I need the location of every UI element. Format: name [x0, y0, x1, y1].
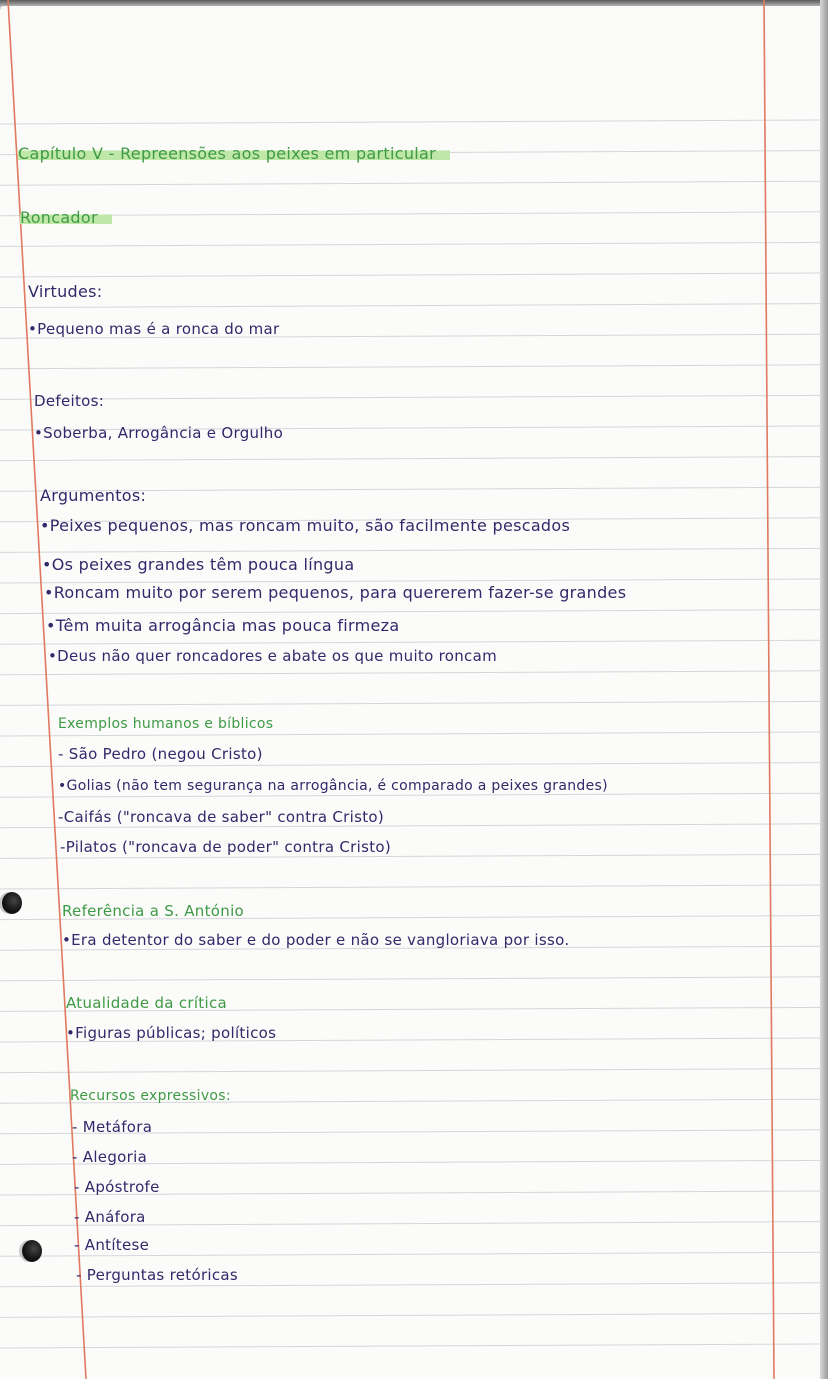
heading-virtudes: Virtudes:	[28, 282, 103, 301]
left-margin-line	[8, 0, 86, 1379]
rule-line	[0, 977, 822, 981]
chapter-title: Capítulo V - Repreensões aos peixes em particular	[18, 144, 450, 163]
list-item: •Roncam muito por serem pequenos, para quererem fazer-se grandes	[44, 583, 627, 602]
rule-line	[0, 457, 822, 461]
list-item: •Têm muita arrogância mas pouca firmeza	[46, 616, 400, 635]
rule-line	[0, 1313, 822, 1317]
rule-line	[0, 640, 822, 644]
rule-line	[0, 181, 822, 185]
rule-line	[0, 763, 822, 767]
rule-line	[0, 732, 822, 736]
rule-line	[0, 365, 822, 369]
heading-defeitos: Defeitos:	[34, 392, 105, 410]
list-item: •Deus não quer roncadores e abate os que muito roncam	[48, 647, 498, 665]
list-item: •Figuras públicas; políticos	[66, 1024, 277, 1042]
list-item: •Soberba, Arrogância e Orgulho	[34, 424, 284, 442]
heading-exemplos: Exemplos humanos e bíblicos	[58, 716, 274, 732]
rule-line	[0, 885, 822, 889]
rule-line	[0, 242, 822, 246]
rule-line	[0, 548, 822, 552]
rule-line	[0, 212, 822, 216]
right-margin-line	[764, 0, 774, 1379]
rule-line	[0, 1344, 822, 1348]
list-item: -Pilatos ("roncava de poder" contra Cristo)	[60, 838, 392, 856]
list-item: - Perguntas retóricas	[76, 1266, 239, 1284]
rule-line	[0, 304, 822, 308]
list-item: •Golias (não tem segurança na arrogância, é comparado a peixes grandes)	[58, 778, 608, 794]
list-item: •Peixes pequenos, mas roncam muito, são facilmente pescados	[40, 516, 571, 535]
punch-hole	[22, 1240, 42, 1262]
heading-argumentos: Argumentos:	[40, 486, 147, 505]
list-item: •Pequeno mas é a ronca do mar	[28, 320, 280, 338]
list-item: - Metáfora	[72, 1118, 153, 1136]
rule-line	[0, 395, 822, 399]
list-item: •Os peixes grandes têm pouca língua	[42, 555, 355, 574]
list-item: - Antítese	[74, 1236, 150, 1254]
heading-atualidade: Atualidade da crítica	[66, 994, 227, 1012]
list-item: - Anáfora	[74, 1208, 146, 1226]
heading-recursos: Recursos expressivos:	[70, 1088, 231, 1104]
list-item: - São Pedro (negou Cristo)	[58, 745, 263, 763]
rule-line	[0, 120, 822, 124]
list-item: -Caifás ("roncava de saber" contra Cristo)	[58, 808, 385, 826]
rule-line	[0, 273, 822, 277]
subtitle: Roncador	[20, 208, 112, 227]
list-item: - Apóstrofe	[74, 1178, 160, 1196]
list-item: •Era detentor do saber e do poder e não se vangloriava por isso.	[62, 931, 570, 949]
rule-line	[0, 701, 822, 705]
list-item: - Alegoria	[72, 1148, 148, 1166]
rule-line	[0, 671, 822, 675]
heading-referencia: Referência a S. António	[62, 902, 245, 920]
rule-line	[0, 1069, 822, 1073]
rule-line	[0, 610, 822, 614]
punch-hole	[2, 892, 22, 914]
